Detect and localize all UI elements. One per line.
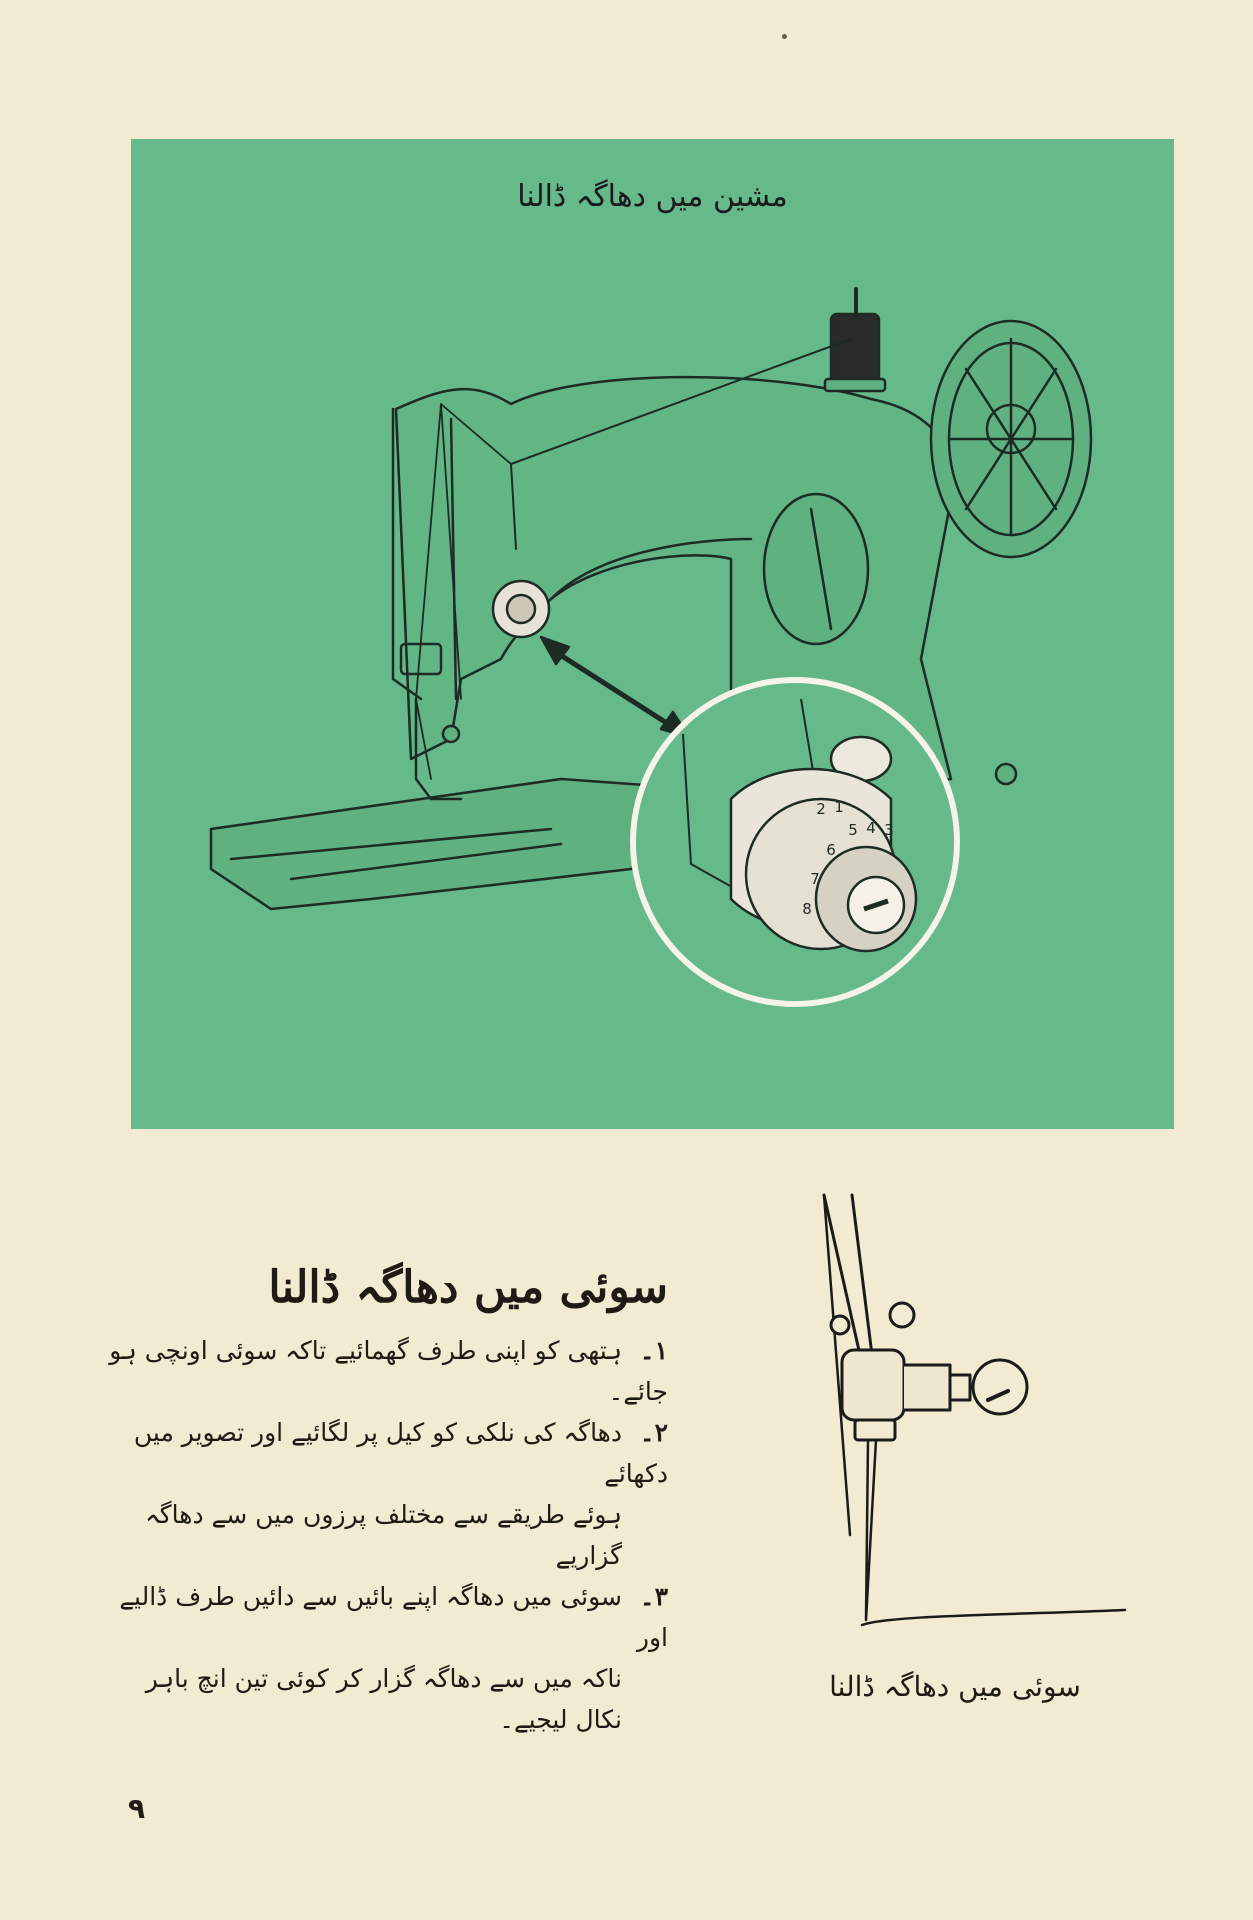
step-text: ناکہ میں سے دھاگہ گزار کر کوئی تین انچ باہر نکال لیجیے۔ xyxy=(145,1664,622,1734)
clamp-screw xyxy=(973,1360,1027,1414)
dial-number-1: 1 xyxy=(834,798,844,816)
needle xyxy=(866,1440,876,1620)
dial-number-4: 4 xyxy=(866,819,876,837)
section-heading: سوئی میں دھاگہ ڈالنا xyxy=(268,1262,668,1313)
pointer-arrow xyxy=(551,649,676,729)
needle-figure-caption: سوئی میں دھاگہ ڈالنا xyxy=(829,1670,1081,1703)
instruction-step-2-continued xyxy=(108,1494,668,1576)
step-text: دھاگہ کی نلکی کو کیل پر لگائیے اور تصویر میں دکھائے xyxy=(133,1418,668,1488)
paper-speck xyxy=(782,34,787,39)
instruction-step-3 xyxy=(108,1576,668,1658)
step-text: ہوئے طریقے سے مختلف پرزوں میں سے دھاگہ گزاریے xyxy=(145,1500,622,1570)
thread-spool xyxy=(831,314,879,386)
dial-number-5: 5 xyxy=(848,821,858,839)
instruction-step-3-continued xyxy=(108,1658,668,1740)
sewing-machine-illustration xyxy=(131,139,1174,1129)
dial-number-8: 8 xyxy=(802,900,812,918)
sewing-machine-figure xyxy=(131,139,1174,1129)
needle-threading-illustration xyxy=(810,1185,1140,1655)
instruction-list xyxy=(108,1330,668,1740)
dial-number-2: 2 xyxy=(816,800,826,818)
figure-caption: مشین میں دھاگہ ڈالنا xyxy=(517,179,788,214)
step-text: سوئی میں دھاگہ اپنے بائیں سے دائیں طرف ڈالیے اور xyxy=(119,1582,668,1652)
dial-number-6: 6 xyxy=(826,841,836,859)
step-text: ہتھی کو اپنی طرف گھمائیے تاکہ سوئی اونچی ہو جائے۔ xyxy=(109,1336,668,1406)
dial-number-3: 3 xyxy=(884,821,894,839)
instruction-step-2 xyxy=(108,1412,668,1494)
step-number: ۱۔ xyxy=(639,1336,668,1365)
page-number: ۹ xyxy=(128,1792,146,1825)
instruction-step-1 xyxy=(108,1330,668,1412)
step-number: ۲۔ xyxy=(639,1418,668,1447)
step-number: ۳۔ xyxy=(639,1582,668,1611)
dial-number-7: 7 xyxy=(810,870,820,888)
needle-clamp xyxy=(842,1350,904,1420)
tension-dial-zoom xyxy=(633,680,957,1004)
